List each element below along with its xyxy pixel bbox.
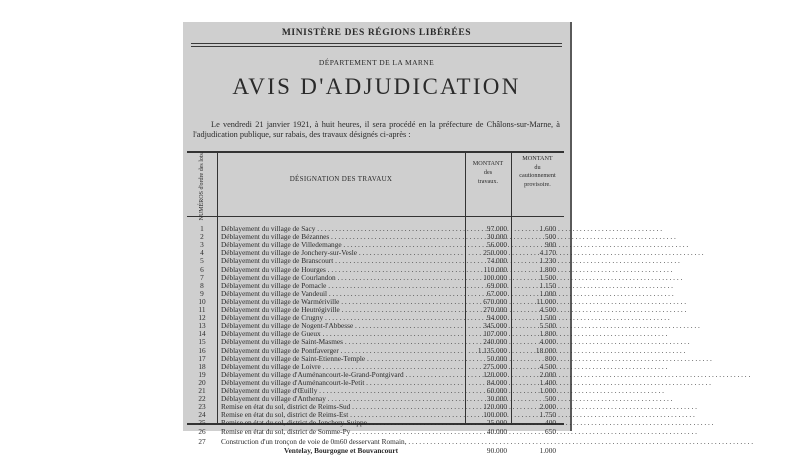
lot-number: 12 — [198, 313, 206, 323]
lot-amount: 94.000 — [486, 313, 507, 323]
lot-number: 6 — [200, 264, 204, 274]
department-heading: DÉPARTEMENT DE LA MARNE — [318, 58, 435, 67]
lot-deposit: 1.500 — [539, 272, 556, 282]
lot-deposit: 1.600 — [539, 224, 556, 233]
lot-deposit: 4.170 — [539, 248, 556, 258]
lot-designation: Déblayement du village de Warmériville . . . — [221, 298, 461, 306]
lot-deposit: 5.500 — [539, 321, 556, 331]
heading-divider-thick — [191, 43, 562, 44]
lot-deposit: 1.400 — [539, 377, 556, 387]
lot-deposit: 18.000 — [535, 345, 556, 355]
lot-deposit: 1.230 — [539, 256, 556, 266]
lot-amount: 100.000 — [483, 272, 507, 282]
lot-deposit: 1.800 — [539, 264, 556, 274]
table-row — [187, 428, 564, 436]
lot-designation: Déblayement du village d'Œuilly . . . — [221, 387, 461, 395]
lot-number: 15 — [198, 337, 206, 347]
lot-deposit: 4.500 — [539, 361, 556, 371]
lot-designation: Déblayement du village de Saint-Masmes . . . — [221, 338, 461, 346]
lot-designation: Remise en état du sol, district de Jonchery-Suippe . . . — [221, 419, 461, 427]
lot-deposit: 11.000 — [536, 296, 556, 306]
lot-amount: 50.000 — [486, 353, 507, 363]
lot-amount: 56.000 — [486, 240, 507, 250]
lot-number: 17 — [198, 353, 206, 363]
lot-designation: Déblayement du village de Branscourt . . . — [221, 257, 461, 265]
lot-amount: 74.000 — [486, 256, 507, 266]
lot-amount: 250.000 — [483, 248, 507, 258]
header-montant: MONTANT des travaux. — [472, 160, 504, 185]
lot-amount: 110.000 — [483, 264, 507, 274]
lot-deposit: 1.000 — [539, 386, 556, 395]
lot-number: 11 — [198, 305, 206, 314]
lot-amount: 270.000 — [483, 305, 507, 314]
lot-deposit: 500 — [545, 232, 556, 242]
lot-number: 18 — [198, 361, 206, 371]
lot-designation: Déblayement du village d'Auménancourt-le-Petit . . . — [221, 379, 461, 387]
lot-amount: 25.000 — [486, 418, 507, 428]
lot-designation: Déblayement du village de Bézannes . . . — [221, 233, 461, 241]
header-number: NUMÉROS d'ordre des lots. — [199, 151, 205, 221]
lot-deposit: 4.000 — [539, 337, 556, 347]
lot-number: 22 — [198, 394, 206, 404]
lot-amount: 30.000 — [486, 394, 507, 404]
lot-designation: Remise en état du sol, district de Reims-Est . . . — [221, 411, 461, 419]
lot-amount: 345.000 — [483, 321, 507, 331]
intro-paragraph: Le vendredi 21 janvier 1921, à huit heures, il sera procédé en la préfecture de Châlons-sur-Marne, à l'adjudication publique, sur rabais, des travaux désignés ci-après : — [193, 120, 560, 139]
lot-designation: Déblayement du village de Pomacle . . . — [221, 282, 461, 290]
lot-designation: Déblayement du village de Saint-Etienne-Temple . . . — [221, 355, 461, 363]
lot-number: 7 — [200, 272, 204, 282]
lot-amount: 69.000 — [486, 280, 507, 290]
lot-number: 13 — [198, 321, 206, 331]
lot-number: 5 — [200, 256, 204, 266]
lot-designation: Déblayement du village de Heutrégiville . . . — [221, 306, 461, 314]
newspaper-clipping — [183, 22, 572, 455]
lot-deposit: 800 — [545, 353, 556, 363]
lot-amount: 1.135.000 — [477, 345, 507, 355]
lot-designation: Déblayement du village de Sacy . . . — [221, 225, 461, 233]
lot-amount: 275.000 — [483, 361, 507, 371]
lot-number: 19 — [198, 369, 206, 379]
lot-designation: Déblayement du village de Jonchery-sur-Vesle . . . — [221, 249, 461, 257]
lot-deposit: 2.000 — [539, 402, 556, 412]
lot-designation: Remise en état du sol, district de Somme-Py . . . — [221, 428, 461, 436]
lot-number: 10 — [198, 296, 206, 306]
lot-designation: Déblayement du village de Pontfaverger . . . — [221, 347, 461, 355]
lot-number: 4 — [200, 248, 204, 258]
lot-deposit: 2.000 — [539, 369, 556, 379]
lot-designation: Déblayement du village de Crugny . . . — [221, 314, 461, 322]
lot-designation: Déblayement du village de Gueux . . . — [221, 330, 461, 338]
lot-amount: 60.000 — [486, 386, 507, 395]
lot-number: 3 — [200, 240, 204, 250]
lot-amount: 120.000 — [483, 402, 507, 412]
lot-designation: Remise en état du sol, district de Reims-Sud . . . — [221, 403, 461, 411]
lot-deposit: 4.500 — [539, 305, 556, 314]
lot-deposit: 650 — [545, 426, 556, 436]
lot-number: 26 — [198, 426, 206, 436]
ministry-heading: MINISTÈRE DES RÉGIONS LIBÉRÉES — [281, 28, 472, 38]
lot-designation: Déblayement du village de Vandeuil . . . — [221, 290, 461, 298]
lot-deposit: 1.150 — [539, 280, 556, 290]
lot-designation: Déblayement du village d'Auménancourt-le-Grand-Pontgivard . . . — [221, 371, 461, 379]
lot-deposit: 1.500 — [539, 313, 556, 323]
lot-designation: Déblayement du village de Villedemange . . . — [221, 241, 461, 249]
lot-number: 2 — [200, 232, 204, 242]
lot-amount: 67.000 — [486, 288, 507, 298]
lot-amount: 670.000 — [483, 296, 507, 306]
lot-number: 23 — [198, 402, 206, 412]
lot-number: 8 — [200, 280, 204, 290]
lot-number: 14 — [198, 329, 206, 339]
lot-designation: Déblayement du village de Hourges . . . — [221, 266, 461, 274]
lot-number: 1 — [200, 224, 204, 233]
lot-number: 25 — [198, 418, 206, 428]
lot-amount: 40.000 — [486, 426, 507, 436]
lot-number: 21 — [198, 386, 206, 395]
header-designation: DÉSIGNATION DES TRAVAUX — [289, 175, 393, 183]
lot-number: 9 — [200, 288, 204, 298]
lot-amount: 100.000 — [483, 410, 507, 420]
lot-designation: Déblayement du village de Nogent-l'Abbesse . . . — [221, 322, 461, 330]
lot-designation: Déblayement du village de Loivre . . . — [221, 363, 461, 371]
lot-amount: 107.000 — [483, 329, 507, 339]
header-cautionnement: MONTANT du cautionnement provisoire. — [519, 155, 556, 188]
lot-deposit: 900 — [545, 240, 556, 250]
page-title: AVIS D'ADJUDICATION — [232, 74, 521, 99]
lot-designation: Déblayement du village de Courlandon . . . — [221, 274, 461, 282]
lot-deposit: 1.000 — [539, 288, 556, 298]
header-divider — [187, 216, 564, 217]
lot-number: 16 — [198, 345, 206, 355]
works-table — [187, 151, 564, 455]
lot-amount: 120.000 — [483, 369, 507, 379]
lot-amount: 240.000 — [483, 337, 507, 347]
lot-number: 20 — [198, 377, 206, 387]
lot-amount: 30.000 — [486, 232, 507, 242]
lot-deposit: 1.750 — [539, 410, 556, 420]
table-row-last: 27 Construction d'un tronçon de voie de 0m60 desservant Romain, . . . Ventelay, Bourgogne et Bouvancourt 90.000 1.000 — [187, 438, 564, 458]
heading-divider-thin — [191, 46, 562, 47]
lot-number: 24 — [198, 410, 206, 420]
lot-amount: 97.000 — [486, 224, 507, 233]
lot-amount: 84.000 — [486, 377, 507, 387]
lot-deposit: 1.800 — [539, 329, 556, 339]
lot-deposit: 500 — [545, 394, 556, 404]
lot-deposit: 400 — [545, 418, 556, 428]
lot-designation: Déblayement du village d'Anthenay . . . — [221, 395, 461, 403]
